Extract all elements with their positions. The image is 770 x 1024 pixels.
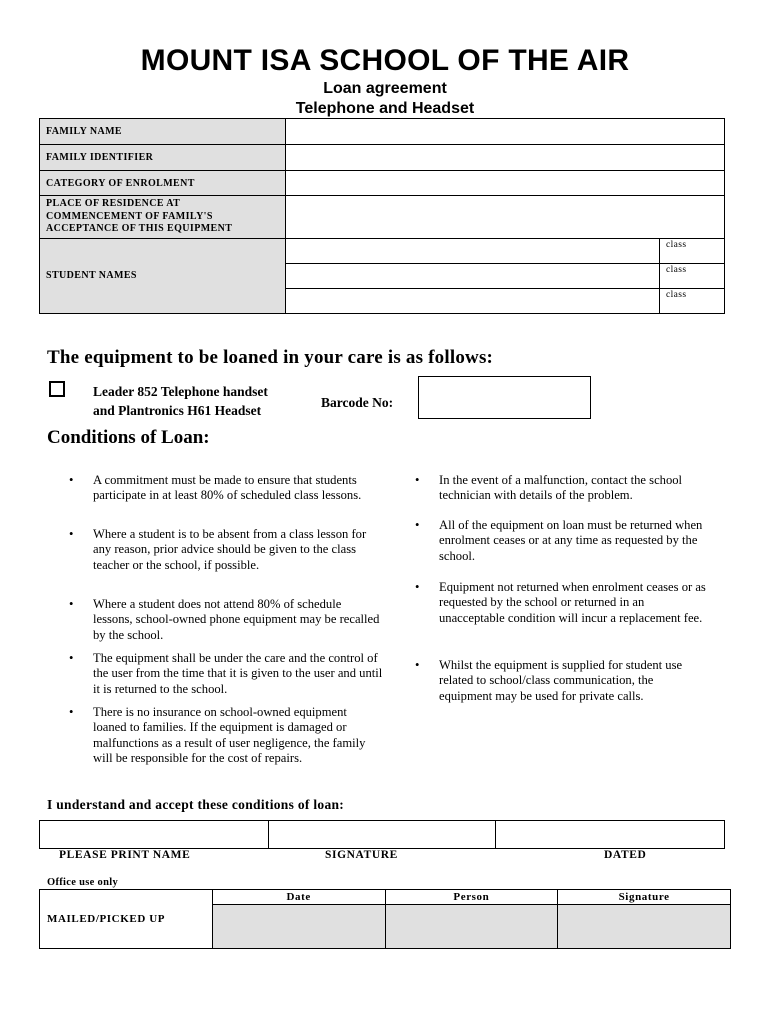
equipment-item-line-2: and Plantronics H61 Headset bbox=[93, 403, 262, 418]
signature-label: SIGNATURE bbox=[325, 849, 398, 861]
office-date-field[interactable] bbox=[212, 905, 385, 949]
class-field-1[interactable]: class bbox=[660, 238, 725, 263]
student-names-label: STUDENT NAMES bbox=[40, 238, 286, 313]
signature-table bbox=[39, 820, 725, 849]
page-subtitle: Loan agreement bbox=[323, 80, 447, 97]
print-name-label: PLEASE PRINT NAME bbox=[59, 849, 191, 861]
student-name-field-3[interactable] bbox=[286, 288, 660, 313]
page-title: MOUNT ISA SCHOOL OF THE AIR bbox=[140, 44, 630, 77]
family-identifier-field[interactable] bbox=[286, 145, 725, 171]
category-field[interactable] bbox=[286, 171, 725, 196]
conditions-heading: Conditions of Loan: bbox=[47, 427, 210, 448]
family-name-label: FAMILY NAME bbox=[40, 119, 286, 145]
office-signature-header: Signature bbox=[558, 890, 731, 905]
page-subtitle-2: Telephone and Headset bbox=[295, 100, 475, 117]
bullet-icon: • bbox=[69, 473, 74, 487]
category-label: CATEGORY OF ENROLMENT bbox=[40, 171, 286, 196]
family-identifier-label: FAMILY IDENTIFIER bbox=[40, 145, 286, 171]
office-person-field[interactable] bbox=[385, 905, 558, 949]
student-name-field-1[interactable] bbox=[286, 238, 660, 263]
dated-label: DATED bbox=[604, 849, 647, 861]
barcode-field[interactable] bbox=[418, 376, 591, 419]
student-name-field-2[interactable] bbox=[286, 263, 660, 288]
office-date-header: Date bbox=[212, 890, 385, 905]
bullet-icon: • bbox=[69, 651, 74, 665]
bullet-icon: • bbox=[415, 473, 420, 487]
class-field-3[interactable]: class bbox=[660, 288, 725, 313]
place-of-residence-label: PLACE OF RESIDENCE AT COMMENCEMENT OF FAMILY'S ACCEPTANCE OF THIS EQUIPMENT bbox=[40, 196, 286, 239]
office-use-table bbox=[39, 889, 731, 949]
equipment-item bbox=[93, 382, 268, 420]
bullet-icon: • bbox=[415, 580, 420, 594]
bullet-icon: • bbox=[415, 658, 420, 672]
bullet-icon: • bbox=[69, 527, 74, 541]
family-name-field[interactable] bbox=[286, 119, 725, 145]
equipment-checkbox[interactable] bbox=[49, 381, 65, 397]
office-signature-field[interactable] bbox=[558, 905, 731, 949]
bullet-icon: • bbox=[415, 518, 420, 532]
equipment-item-line-1: Leader 852 Telephone handset bbox=[93, 384, 268, 399]
office-person-header: Person bbox=[385, 890, 558, 905]
bullet-icon: • bbox=[69, 597, 74, 611]
barcode-label: Barcode No: bbox=[321, 395, 394, 410]
dated-field[interactable] bbox=[496, 821, 725, 849]
class-field-2[interactable]: class bbox=[660, 263, 725, 288]
office-use-label: Office use only bbox=[47, 877, 118, 888]
acceptance-heading: I understand and accept these conditions of loan: bbox=[47, 797, 345, 812]
print-name-field[interactable] bbox=[40, 821, 269, 849]
bullet-icon: • bbox=[69, 705, 74, 719]
signature-field[interactable] bbox=[268, 821, 496, 849]
equipment-heading: The equipment to be loaned in your care is as follows: bbox=[47, 347, 494, 368]
place-of-residence-field[interactable] bbox=[286, 196, 725, 239]
family-details-table bbox=[39, 118, 725, 314]
mailed-picked-up-label: MAILED/PICKED UP bbox=[40, 890, 213, 949]
